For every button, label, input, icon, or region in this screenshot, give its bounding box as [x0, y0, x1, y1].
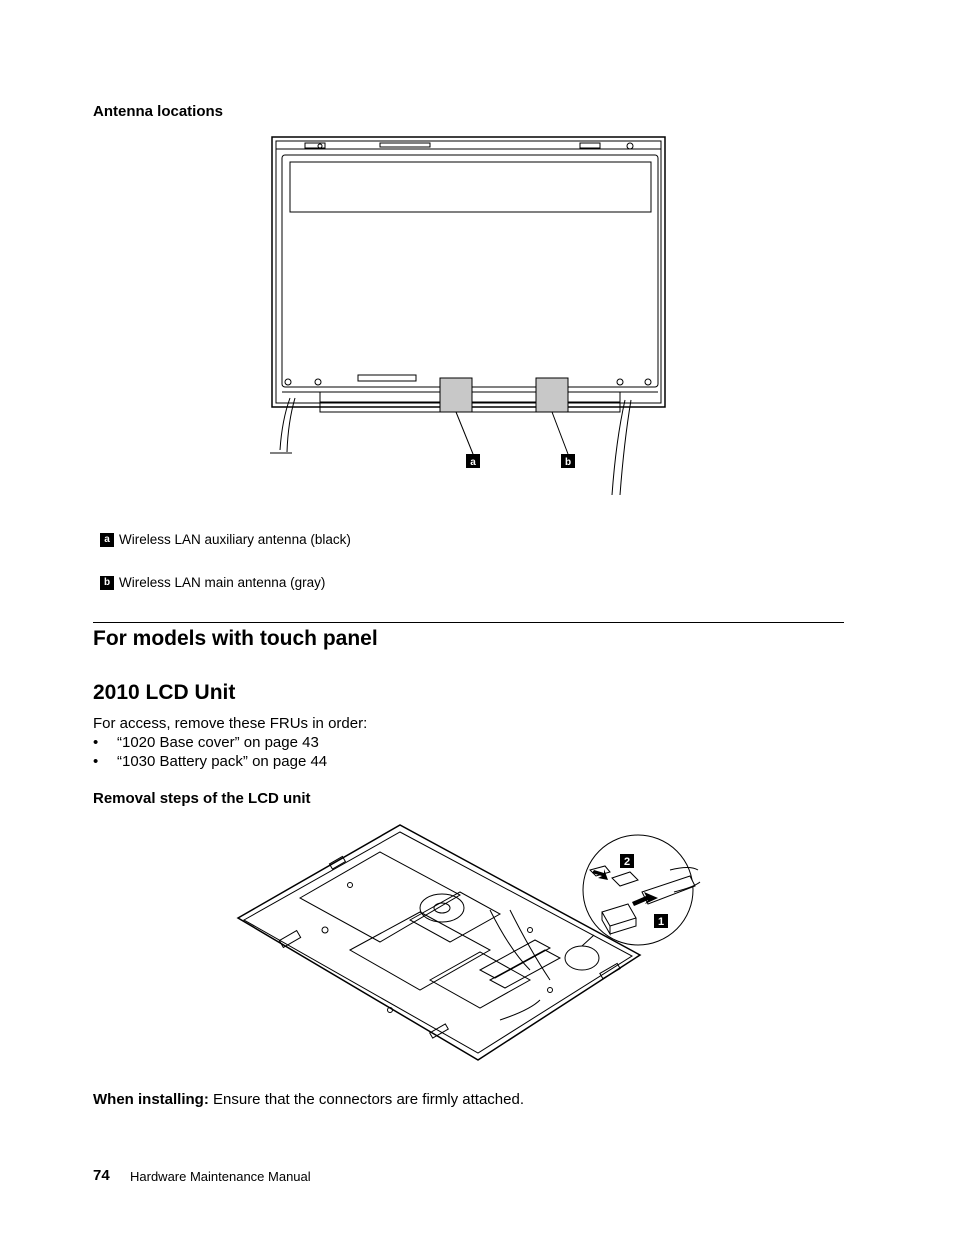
legend-callout-a: a	[100, 533, 114, 547]
legend-text-a: Wireless LAN auxiliary antenna (black)	[119, 532, 351, 547]
legend-callout-b: b	[100, 576, 114, 590]
legend-item-b	[100, 575, 325, 590]
installing-note	[93, 1091, 524, 1108]
fru-item: • “1030 Battery pack” on page 44	[93, 753, 327, 772]
callout-b-label: b	[564, 457, 572, 468]
manual-title: Hardware Maintenance Manual	[130, 1169, 311, 1184]
removal-heading: Removal steps of the LCD unit	[93, 790, 311, 807]
fru-list	[93, 734, 327, 771]
legend-text-b: Wireless LAN main antenna (gray)	[119, 575, 326, 590]
callout-a-label: a	[470, 457, 476, 468]
unit-title: 2010 LCD Unit	[93, 681, 236, 704]
access-intro: For access, remove these FRUs in order:	[93, 715, 368, 732]
installing-label: When installing:	[93, 1091, 209, 1108]
installing-text: Ensure that the connectors are firmly attached.	[213, 1091, 524, 1108]
step-1-label: 1	[657, 916, 665, 928]
antenna-heading: Antenna locations	[93, 103, 224, 120]
legend-item-a	[100, 532, 351, 547]
fru-item: • “1020 Base cover” on page 43	[93, 734, 327, 753]
section-title: For models with touch panel	[93, 627, 378, 650]
section-divider	[93, 622, 844, 623]
step-2-label: 2	[623, 856, 631, 868]
lcd-removal-figure	[230, 820, 710, 1075]
antenna-locations-figure	[260, 130, 680, 500]
page-number: 74	[93, 1167, 110, 1184]
